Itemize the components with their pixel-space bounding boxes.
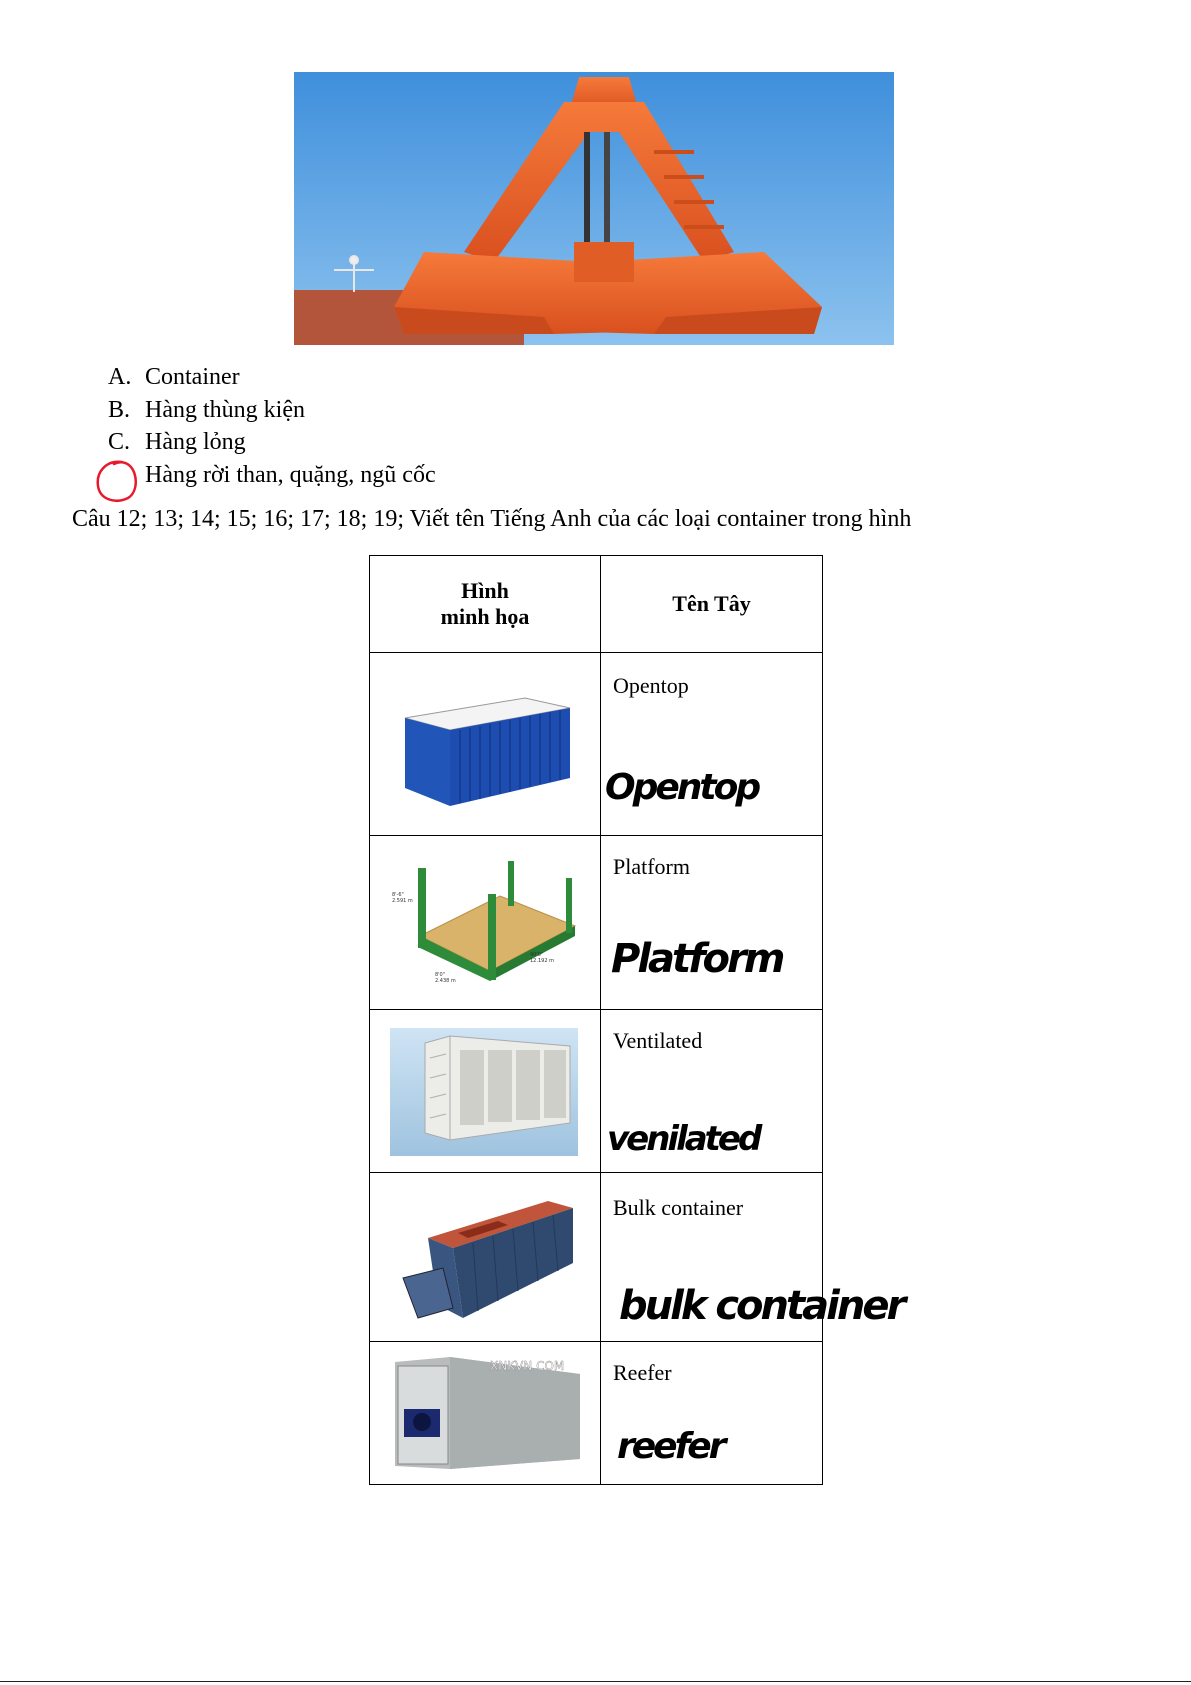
row-image-cell [370,836,601,1010]
row-name-cell [601,1010,823,1173]
reefer-container-image [390,1354,580,1472]
header-name-cell: Tên Tây [601,556,823,653]
header-image-line2: minh họa [440,604,530,629]
handwritten-answer [617,1422,757,1492]
header-image-line1: Hình [461,578,509,603]
table-row [370,1342,823,1485]
bulk-container-image [398,1193,578,1323]
svg-text:Opentop: Opentop [605,767,759,808]
platform-container-image [390,856,580,991]
table-header-row [370,556,823,653]
row-name-cell [601,1342,823,1485]
table-row [370,1010,823,1173]
dim-height-m-label: 2.591 m [392,898,413,904]
question-text: Câu 12; 13; 14; 15; 16; 17; 18; 19; Viết tên Tiếng Anh của các loại container trong hình [72,506,912,532]
watermark-text: XNKVN.COM [490,1359,565,1373]
option-c[interactable]: C. Hàng lỏng [108,429,246,455]
table-row [370,836,823,1010]
grab-bucket-photo [294,72,894,345]
printed-name: Opentop [613,673,689,698]
dim-height-label: 8'-6" [392,892,404,898]
row-image-cell [370,653,601,836]
page-bottom-rule [0,1681,1191,1682]
header-image-cell [370,556,601,653]
dim-length-label: 40'0" [530,952,544,958]
dim-width-m-label: 2.438 m [435,978,456,984]
table-row [370,1173,823,1342]
option-b[interactable]: B. Hàng thùng kiện [108,396,305,423]
dim-width-label: 8'0" [435,972,446,978]
svg-text:reefer: reefer [617,1426,724,1467]
printed-name: Reefer [613,1360,672,1385]
row-name-cell [601,653,823,836]
printed-name: Platform [613,854,690,879]
row-image-cell [370,1342,601,1485]
ventilated-container-image [390,1028,578,1156]
printed-name: Bulk container [613,1195,744,1220]
row-name-cell [601,1173,904,1342]
svg-text:Platform: Platform [611,936,783,982]
dim-length-m-label: 12.192 m [530,958,554,964]
svg-text:bulk container: bulk container [619,1283,904,1329]
container-table [369,555,904,1485]
svg-text:venilated: venilated [607,1119,760,1159]
handwritten-answer [611,928,791,998]
row-image-cell [370,1010,601,1173]
row-image-cell [370,1173,601,1342]
open-top-container-image [395,678,575,808]
printed-name: Ventilated [613,1028,703,1053]
handwritten-answer [607,1110,787,1165]
handwritten-answer [605,761,759,821]
table-row [370,653,823,836]
option-d[interactable]: D. Hàng rời than, quặng, ngũ cốc [108,461,436,488]
option-a[interactable]: A. Container [108,364,240,390]
row-name-cell [601,836,823,1010]
handwritten-answer [619,1275,944,1335]
answer-options [108,361,436,491]
